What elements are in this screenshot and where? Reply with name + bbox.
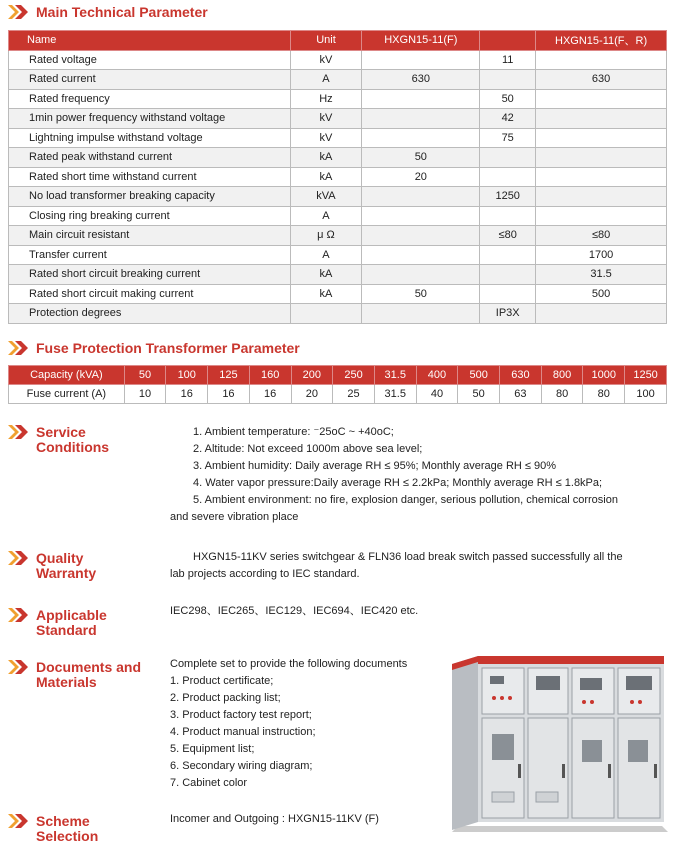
row-value-fr [536,187,667,207]
row-value-fr [536,167,667,187]
table-row [9,284,667,304]
fuse-current-cell: 40 [416,385,458,404]
header-unit: Unit [290,31,362,51]
row-value-f [362,50,480,70]
row-value-f [362,206,480,226]
header-name: Name [9,31,291,51]
row-unit: kV [290,50,362,70]
row-unit: A [290,206,362,226]
row-name: Rated voltage [9,50,291,70]
table-row [9,128,667,148]
header-shared [480,31,536,51]
chevron-right-icon [8,551,30,565]
scheme-selection-text: Incomer and Outgoing : HXGN15-11KV (F) [170,813,379,825]
row-value-fr: 630 [536,70,667,90]
fuse-current-cell: 50 [458,385,500,404]
quality-warranty-text: HXGN15-11KV series switchgear & FLN36 load break switch passed successfully all the lab projects according to IEC standard. [170,551,623,580]
row-value-fr: ≤80 [536,226,667,246]
row-name: Protection degrees [9,304,291,324]
capacity-cell: 250 [333,366,375,385]
row-unit: kV [290,128,362,148]
fuse-current-cell: 10 [124,385,166,404]
row-name: Rated current [9,70,291,90]
list-item: 3. Ambient humidity: Daily average RH ≤ 95%; Monthly average RH ≤ 90% [193,460,557,472]
header-model-f: HXGN15-11(F) [362,31,480,51]
fuse-current-label: Fuse current (A) [9,385,125,404]
chevron-right-icon [8,425,30,439]
row-value-fr [536,50,667,70]
fuse-parameter-title: Fuse Protection Transformer Parameter [8,341,300,356]
row-value-shared: 11 [480,50,536,70]
main-parameter-title: Main Technical Parameter [8,5,208,20]
chevron-right-icon [8,5,30,19]
fuse-parameter-table [8,365,667,404]
row-unit: kA [290,167,362,187]
list-item: 1. Ambient temperature: ⁻25oC ~ +40oC; [193,426,394,438]
row-value-shared: 75 [480,128,536,148]
row-value-shared: 50 [480,89,536,109]
fuse-current-row [9,385,667,404]
row-value-fr [536,109,667,129]
capacity-label: Capacity (kVA) [9,366,125,385]
table-row [9,109,667,129]
list-item: 4. Water vapor pressure:Daily average RH ≤ 2.2kPa; Monthly average RH ≤ 1.8kPa; [193,477,603,489]
switchgear-cabinet-image [452,654,668,832]
row-value-fr: 1700 [536,245,667,265]
fuse-current-cell: 31.5 [374,385,416,404]
fuse-current-cell: 100 [625,385,667,404]
table-row [9,265,667,285]
fuse-current-cell: 16 [208,385,250,404]
row-value-fr: 500 [536,284,667,304]
fuse-current-cell: 20 [291,385,333,404]
table-row [9,245,667,265]
list-item: 5. Equipment list; [170,743,255,755]
capacity-cell: 50 [124,366,166,385]
chevron-right-icon [8,814,30,828]
row-value-shared: ≤80 [480,226,536,246]
row-value-fr [536,304,667,324]
row-unit: μ Ω [290,226,362,246]
list-item: 5. Ambient environment: no fire, explosion danger, serious pollution, chemical corrosion [193,494,618,506]
table-row [9,206,667,226]
service-conditions-text [170,424,670,526]
table-row [9,148,667,168]
service-conditions-title: Service Conditions [8,425,109,455]
chevron-right-icon [8,660,30,674]
capacity-cell: 100 [166,366,208,385]
list-item: 3. Product factory test report; [170,709,312,721]
row-unit: kA [290,284,362,304]
row-value-shared [480,206,536,226]
quality-warranty-title: Quality Warranty [8,551,96,581]
row-value-f: 50 [362,284,480,304]
row-unit: kVA [290,187,362,207]
row-unit: A [290,70,362,90]
fuse-current-cell: 16 [166,385,208,404]
row-value-f [362,109,480,129]
row-value-shared [480,265,536,285]
table-row [9,70,667,90]
table-row [9,187,667,207]
row-unit: kV [290,109,362,129]
list-item-continuation: and severe vibration place [170,511,299,523]
row-name: Rated short circuit making current [9,284,291,304]
list-item: 4. Product manual instruction; [170,726,316,738]
fuse-current-cell: 80 [541,385,583,404]
row-unit: Hz [290,89,362,109]
row-name: 1min power frequency withstand voltage [9,109,291,129]
row-value-fr [536,206,667,226]
fuse-current-cell: 63 [500,385,542,404]
capacity-row [9,366,667,385]
capacity-cell: 160 [249,366,291,385]
table-row [9,304,667,324]
documents-materials-title: Documents and Materials [8,660,141,690]
row-name: Transfer current [9,245,291,265]
chevron-right-icon [8,608,30,622]
capacity-cell: 1000 [583,366,625,385]
row-value-shared [480,70,536,90]
table-row [9,89,667,109]
row-value-fr [536,89,667,109]
row-value-f [362,128,480,148]
row-unit: A [290,245,362,265]
row-value-f [362,245,480,265]
row-value-f: 50 [362,148,480,168]
row-name: Closing ring breaking current [9,206,291,226]
row-value-shared [480,167,536,187]
chevron-right-icon [8,341,30,355]
row-value-shared: 42 [480,109,536,129]
row-value-f [362,304,480,324]
list-item: 1. Product certificate; [170,675,274,687]
capacity-cell: 500 [458,366,500,385]
list-item: 2. Product packing list; [170,692,281,704]
row-value-shared: IP3X [480,304,536,324]
row-value-shared [480,245,536,265]
fuse-current-cell: 80 [583,385,625,404]
capacity-cell: 125 [208,366,250,385]
row-value-f [362,226,480,246]
row-name: Rated short time withstand current [9,167,291,187]
row-value-shared [480,284,536,304]
capacity-cell: 200 [291,366,333,385]
row-unit: kA [290,148,362,168]
fuse-current-cell: 16 [249,385,291,404]
list-item: 6. Secondary wiring diagram; [170,760,313,772]
row-name: Rated frequency [9,89,291,109]
table-row [9,226,667,246]
row-name: No load transformer breaking capacity [9,187,291,207]
capacity-cell: 800 [541,366,583,385]
table-header-row [9,31,667,51]
row-value-fr [536,148,667,168]
capacity-cell: 400 [416,366,458,385]
documents-materials-text: Complete set to provide the following documents 1. Product certificate; 2. Product packing list; 3. Product factory test report; 4. Product manual instruction; 5. Equipment list; 6. Secondary wiring diagram; 7. Cabinet color [170,656,460,792]
row-value-f [362,265,480,285]
applicable-standard-title: Applicable Standard [8,608,107,638]
scheme-selection-title: Scheme Selection [8,814,98,844]
row-value-f: 20 [362,167,480,187]
capacity-cell: 630 [500,366,542,385]
list-item: 2. Altitude: Not exceed 1000m above sea level; [193,443,423,455]
row-name: Rated short circuit breaking current [9,265,291,285]
row-value-fr: 31.5 [536,265,667,285]
capacity-cell: 1250 [625,366,667,385]
list-item: 7. Cabinet color [170,777,248,789]
table-row [9,167,667,187]
row-value-shared [480,148,536,168]
row-value-f [362,187,480,207]
row-value-fr [536,128,667,148]
header-model-fr: HXGN15-11(F、R) [536,31,667,51]
fuse-current-cell: 25 [333,385,375,404]
applicable-standard-text: IEC298、IEC265、IEC129、IEC694、IEC420 etc. [170,605,419,617]
row-value-f [362,89,480,109]
row-value-f: 630 [362,70,480,90]
row-name: Main circuit resistant [9,226,291,246]
main-parameter-table [8,30,667,324]
row-unit [290,304,362,324]
table-row [9,50,667,70]
row-value-shared: 1250 [480,187,536,207]
row-name: Rated peak withstand current [9,148,291,168]
row-unit: kA [290,265,362,285]
row-name: Lightning impulse withstand voltage [9,128,291,148]
capacity-cell: 31.5 [374,366,416,385]
